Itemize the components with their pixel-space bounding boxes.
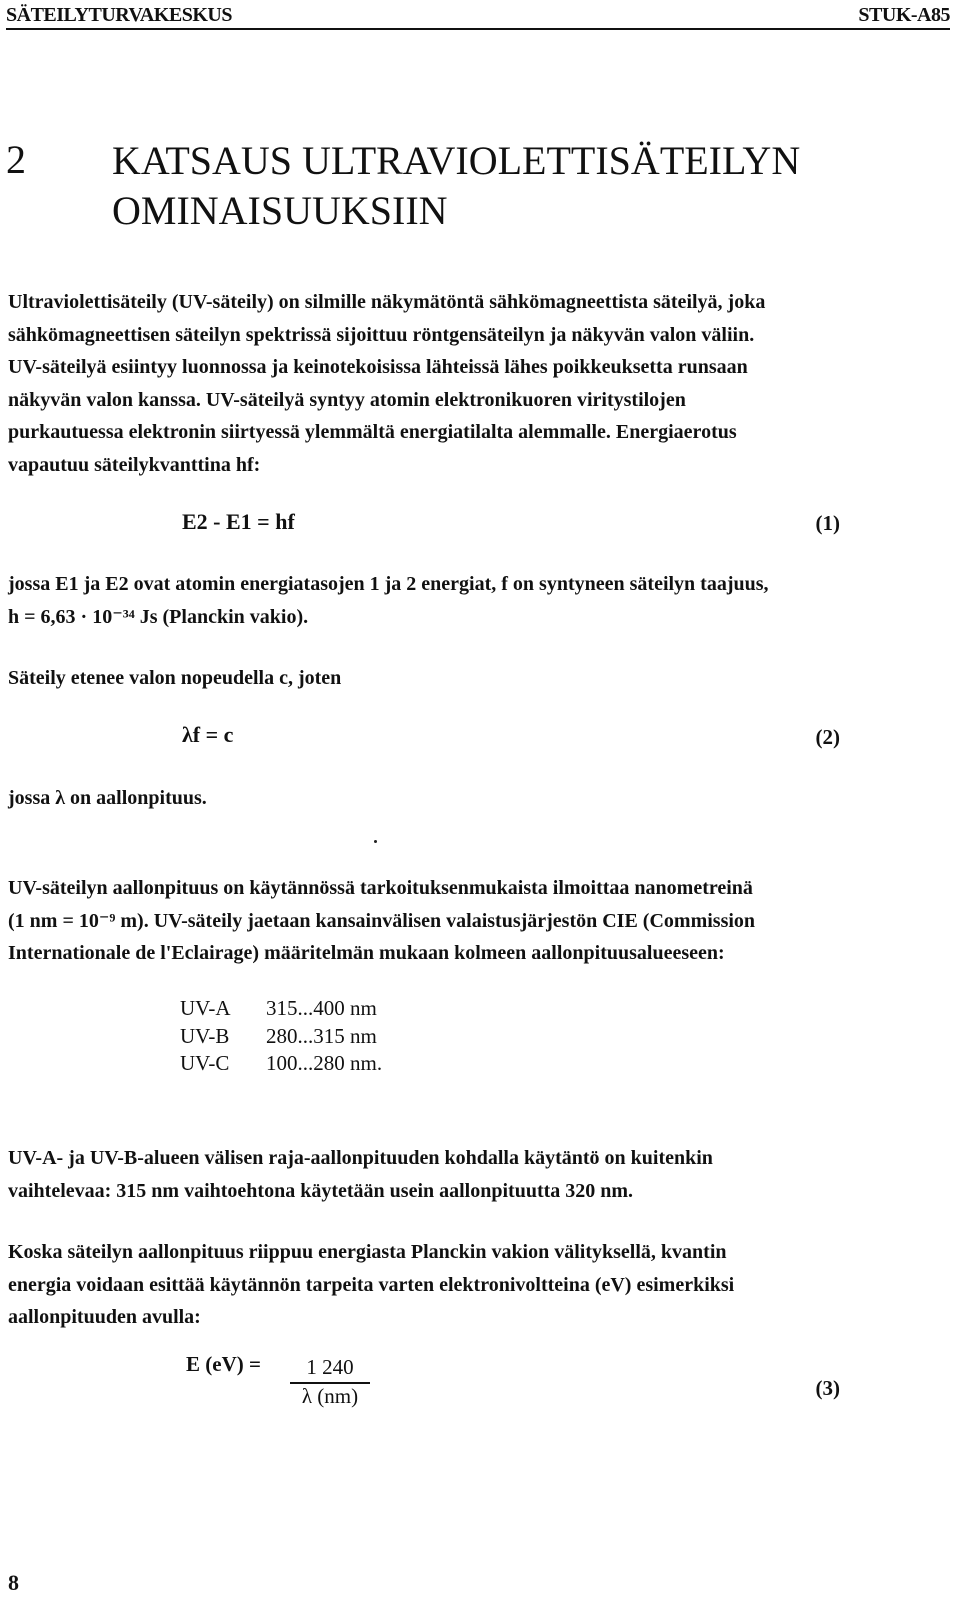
uv-band-range: 280...315 nm: [266, 1023, 377, 1048]
header-rule: [6, 28, 950, 30]
paragraph-energy: [8, 1236, 848, 1334]
paragraph-intro: [8, 286, 848, 481]
uv-band-range: 315...400 nm: [266, 996, 377, 1020]
text-line: vapautuu säteilykvanttina hf:: [8, 453, 261, 476]
paragraph-nanometres: [8, 872, 848, 970]
section-title-line-2: OMINAISUUKSIIN: [112, 188, 448, 233]
section-title: [112, 136, 892, 236]
equation-2-number: (2): [815, 725, 840, 749]
section-title-line-1: KATSAUS ULTRAVIOLETTISÄTEILYN: [112, 138, 801, 183]
page-number: 8: [8, 1570, 19, 1595]
text-line: Internationale de l'Eclairage) määritelmän mukaan kolmeen aallonpituusalueeseen:: [8, 942, 725, 964]
equation-2: λf = c: [182, 722, 234, 747]
page-header-right: STUK-A85: [858, 4, 950, 26]
paragraph-constants: [8, 568, 848, 633]
uv-band-name: UV-A: [180, 996, 231, 1020]
equation-3-lhs: E (eV) =: [186, 1352, 261, 1376]
paragraph-speed: Säteily etenee valon nopeudella c, joten: [8, 667, 342, 689]
uv-band-table: [180, 995, 382, 1078]
text-line: purkautuessa elektronin siirtyessä ylemmältä energiatilalta alemmalle. Energiaerotus: [8, 421, 737, 443]
uv-band-row: [180, 1023, 382, 1051]
text-line: UV-säteilyn aallonpituus on käytännössä tarkoituksenmukaista ilmoittaa nanometreinä: [8, 877, 753, 899]
text-line: jossa E1 ja E2 ovat atomin energiatasojen 1 ja 2 energiat, f on syntyneen säteilyn taajuus,: [8, 573, 769, 595]
text-line: vaihtelevaa: 315 nm vaihtoehtona käytetään usein aallonpituutta 320 nm.: [8, 1179, 634, 1202]
text-line: sähkömagneettisen säteilyn spektrissä sijoittuu röntgensäteilyn ja näkyvän valon väliin.: [8, 323, 755, 346]
page-header-left: SÄTEILYTURVAKESKUS: [6, 4, 232, 26]
uv-band-name: UV-B: [180, 1023, 230, 1048]
equation-3-numerator: 1 240: [290, 1355, 370, 1384]
text-line: Koska säteilyn aallonpituus riippuu energiasta Planckin vakion välityksellä, kvantin: [8, 1241, 727, 1263]
text-line: Ultraviolettisäteily (UV-säteily) on silmille näkymätöntä sähkömagneettista säteilyä, joka: [8, 291, 766, 313]
text-line: (1 nm = 10⁻⁹ m). UV-säteily jaetaan kansainvälisen valaistusjärjestön CIE (Commission: [8, 909, 756, 932]
text-line: UV-A- ja UV-B-alueen välisen raja-aallonpituuden kohdalla käytäntö on kuitenkin: [8, 1147, 713, 1169]
uv-band-row: [180, 995, 382, 1023]
equation-3-denominator: λ (nm): [301, 1384, 359, 1408]
uv-band-row: [180, 1050, 382, 1078]
equation-3-fraction: [290, 1355, 370, 1409]
paragraph-wavelength: jossa λ on aallonpituus.: [8, 787, 207, 809]
text-line: h = 6,63 · 10⁻³⁴ Js (Planckin vakio).: [8, 605, 309, 628]
equation-1-number: (1): [815, 511, 840, 535]
text-line: energia voidaan esittää käytännön tarpeita varten elektronivoltteina (eV) esimerkiksi: [8, 1273, 735, 1296]
paragraph-boundary: [8, 1142, 848, 1207]
uv-band-name: UV-C: [180, 1051, 230, 1075]
text-line: aallonpituuden avulla:: [8, 1306, 201, 1328]
text-line: UV-säteilyä esiintyy luonnossa ja keinotekoisissa lähteissä lähes poikkeuksetta runsaan: [8, 356, 748, 378]
equation-1: E2 - E1 = hf: [182, 509, 295, 534]
section-number: 2: [6, 137, 26, 182]
equation-3-number: (3): [815, 1376, 840, 1400]
text-line: näkyvän valon kanssa. UV-säteilyä syntyy atomin elektronikuoren viritystilojen: [8, 388, 686, 411]
dot-mark: [374, 840, 377, 843]
uv-band-range: 100...280 nm.: [266, 1051, 383, 1075]
